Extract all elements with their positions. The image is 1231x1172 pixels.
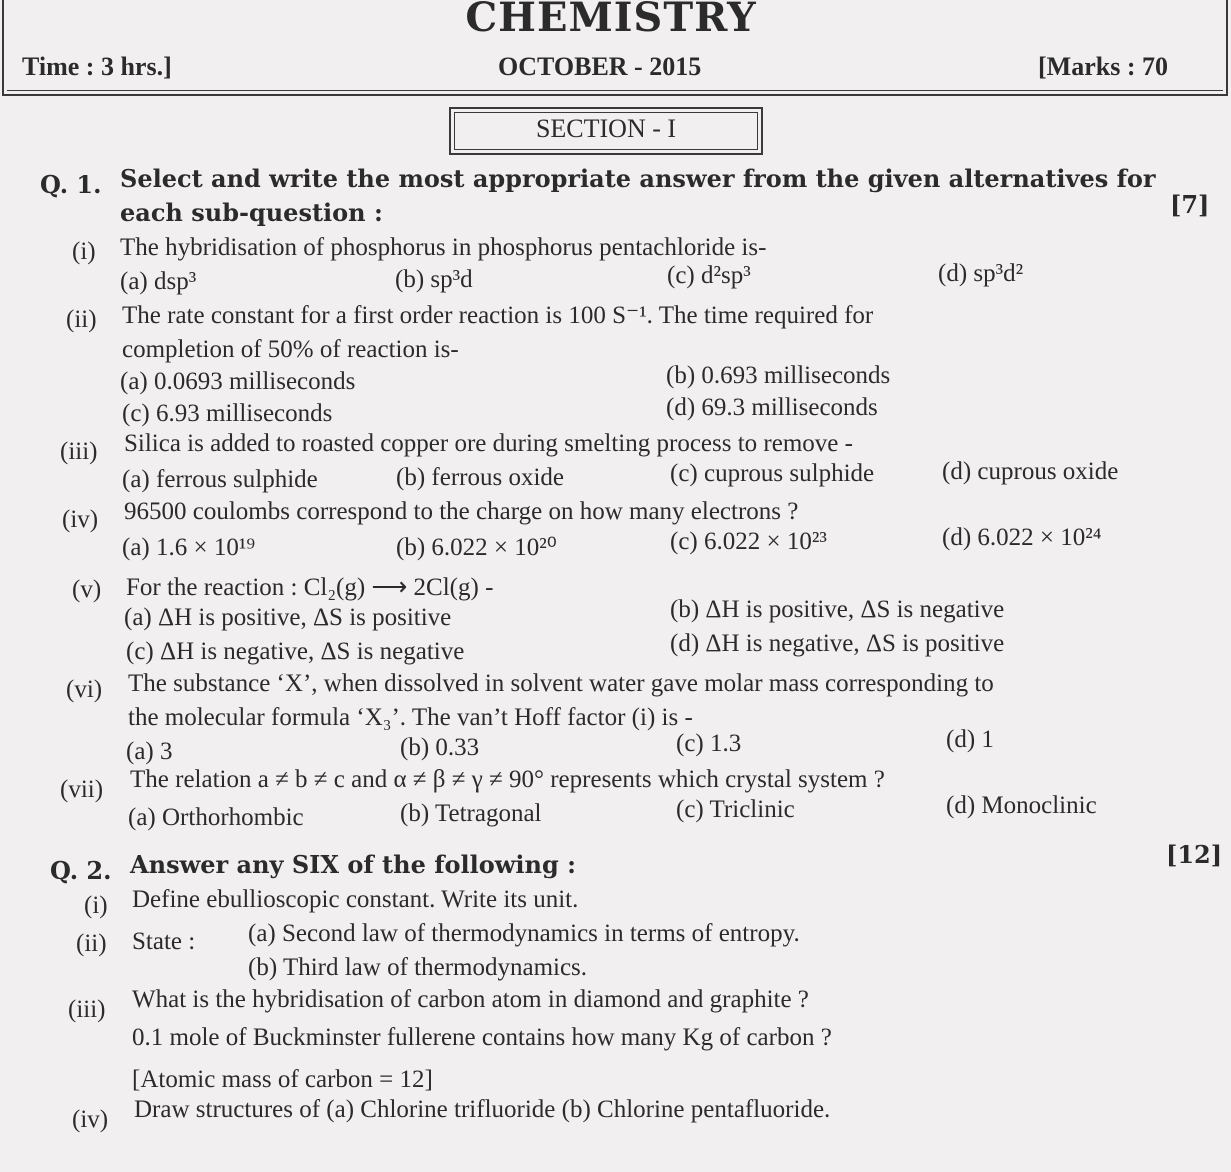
q2-iii-line3: [Atomic mass of carbon = 12] xyxy=(132,1066,433,1093)
q1-v-question: For the reaction : Cl₂(g) ⟶ 2Cl(g) - xyxy=(126,574,494,601)
q1-ii-question-line2: completion of 50% of reaction is- xyxy=(122,336,459,363)
q1-vii-option-a: (a) Orthorhombic xyxy=(128,804,304,831)
q1-ii-question-line1: The rate constant for a first order reaction is 100 S⁻¹. The time required for xyxy=(122,302,874,329)
q1-iii-option-a: (a) ferrous sulphide xyxy=(122,466,318,493)
q1-vi-number: (vi) xyxy=(66,676,103,703)
q2-iv-number: (iv) xyxy=(72,1106,109,1133)
q2-iii-line1: What is the hybridisation of carbon atom in diamond and graphite ? xyxy=(132,986,809,1013)
q1-marks: [7] xyxy=(1170,190,1210,219)
q1-v-option-a: (a) ΔH is positive, ΔS is positive xyxy=(124,604,452,631)
total-marks: [Marks : 70 xyxy=(1038,52,1168,81)
q1-vii-number: (vii) xyxy=(60,776,104,803)
q1-v-number: (v) xyxy=(72,576,102,603)
q2-iv-text: Draw structures of (a) Chlorine trifluoride (b) Chlorine pentafluoride. xyxy=(134,1096,831,1123)
q2-marks: [12] xyxy=(1166,840,1223,869)
q1-ii-option-b: (b) 0.693 milliseconds xyxy=(666,362,891,389)
q1-vi-option-c: (c) 1.3 xyxy=(676,730,742,757)
q1-iii-option-c: (c) cuprous sulphide xyxy=(670,460,875,487)
q2-iii-line2: 0.1 mole of Buckminster fullerene contains how many Kg of carbon ? xyxy=(132,1024,832,1051)
q1-i-question: The hybridisation of phosphorus in phosphorus pentachloride is- xyxy=(120,234,767,261)
q1-iii-question: Silica is added to roasted copper ore during smelting process to remove - xyxy=(124,430,853,457)
q1-ii-option-d: (d) 69.3 milliseconds xyxy=(666,394,878,421)
q1-v-option-c: (c) ΔH is negative, ΔS is negative xyxy=(126,638,465,665)
q1-v-option-b: (b) ΔH is positive, ΔS is negative xyxy=(670,596,1005,623)
q1-i-option-a: (a) dsp³ xyxy=(120,268,197,295)
q1-iv-option-c: (c) 6.022 × 10²³ xyxy=(670,528,827,555)
q1-vi-question-line2: the molecular formula ‘X₃’. The van’t Hoff factor (i) is - xyxy=(128,704,693,731)
q1-i-option-d: (d) sp³d² xyxy=(938,260,1024,287)
q1-instruction-line1: Select and write the most appropriate answer from the given alternatives for xyxy=(120,164,1156,193)
section-title: SECTION - I xyxy=(535,114,677,143)
q1-iv-question: 96500 coulombs correspond to the charge on how many electrons ? xyxy=(124,498,799,525)
subject-title: CHEMISTRY xyxy=(465,0,757,41)
q1-vii-option-c: (c) Triclinic xyxy=(676,796,795,823)
q1-number: Q. 1. xyxy=(40,170,102,199)
q1-i-option-b: (b) sp³d xyxy=(395,266,473,293)
q1-iii-number: (iii) xyxy=(60,438,98,465)
q2-iii-number: (iii) xyxy=(68,996,106,1023)
q1-vi-question-line1: The substance ‘X’, when dissolved in solvent water gave molar mass corresponding to xyxy=(128,670,994,697)
q1-iv-option-b: (b) 6.022 × 10²⁰ xyxy=(396,534,557,561)
q1-iii-option-b: (b) ferrous oxide xyxy=(396,464,564,491)
q1-vi-option-b: (b) 0.33 xyxy=(400,734,480,761)
q2-instruction: Answer any SIX of the following : xyxy=(130,850,576,879)
q1-ii-number: (ii) xyxy=(66,306,97,333)
q2-ii-number: (ii) xyxy=(76,930,107,957)
q1-vii-question: The relation a ≠ b ≠ c and α ≠ β ≠ γ ≠ 90° represents which crystal system ? xyxy=(130,766,885,793)
q1-i-number: (i) xyxy=(72,238,96,265)
q2-ii-sub-b: (b) Third law of thermodynamics. xyxy=(248,954,588,981)
q1-iv-number: (iv) xyxy=(62,506,99,533)
exam-date: OCTOBER - 2015 xyxy=(498,52,702,81)
q1-ii-option-a: (a) 0.0693 milliseconds xyxy=(120,368,356,395)
q1-iv-option-a: (a) 1.6 × 10¹⁹ xyxy=(122,534,256,561)
q1-iii-option-d: (d) cuprous oxide xyxy=(942,458,1119,485)
q2-ii-sub-a: (a) Second law of thermodynamics in terms of entropy. xyxy=(248,920,800,947)
q2-i-number: (i) xyxy=(84,892,108,919)
q1-ii-option-c: (c) 6.93 milliseconds xyxy=(122,400,333,427)
q1-v-option-d: (d) ΔH is negative, ΔS is positive xyxy=(670,630,1005,657)
q1-vi-option-a: (a) 3 xyxy=(126,738,173,765)
q1-vii-option-b: (b) Tetragonal xyxy=(400,800,542,827)
q1-instruction-line2: each sub-question : xyxy=(120,198,383,227)
q1-iv-option-d: (d) 6.022 × 10²⁴ xyxy=(942,524,1102,551)
q1-vii-option-d: (d) Monoclinic xyxy=(946,792,1097,819)
time-label: Time : 3 hrs.] xyxy=(22,52,172,81)
q1-i-option-c: (c) d²sp³ xyxy=(667,262,751,289)
q2-number: Q. 2. xyxy=(50,856,112,885)
q2-ii-text: State : xyxy=(132,928,196,955)
q1-vi-option-d: (d) 1 xyxy=(946,726,994,753)
q2-i-text: Define ebullioscopic constant. Write its unit. xyxy=(132,886,579,913)
